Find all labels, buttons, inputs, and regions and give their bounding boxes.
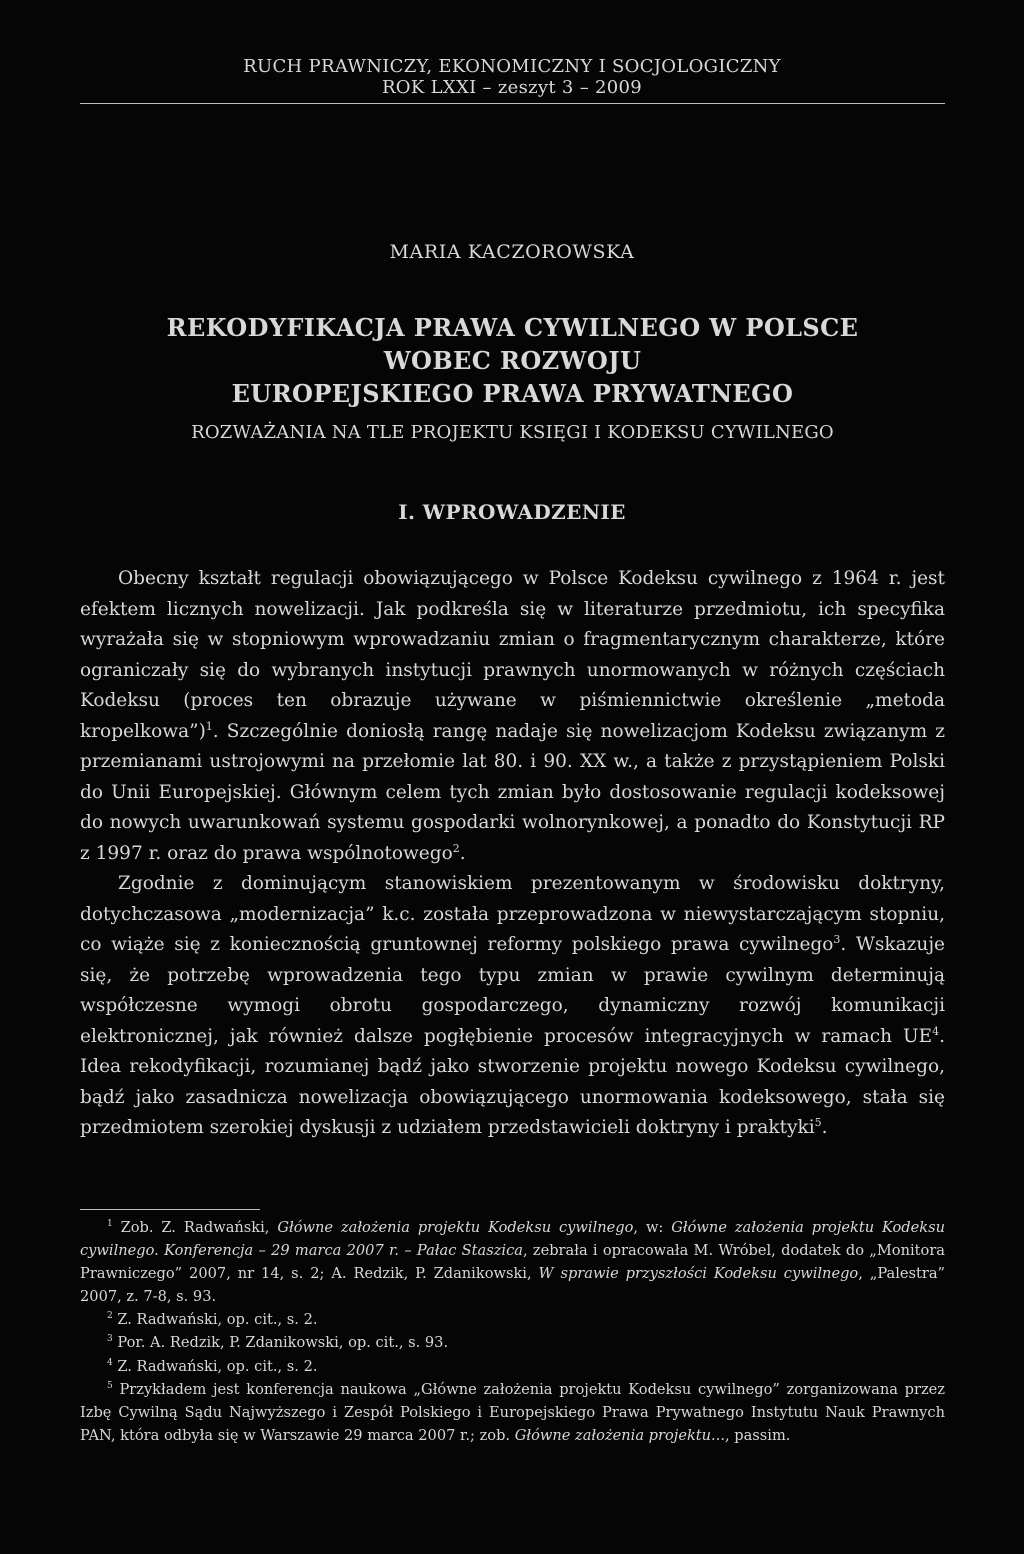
- footnotes: [80, 1216, 945, 1447]
- paragraph-2-text-b: . Wskazuje się, że potrzebę wprowadzenia tego typu zmian w prawie cywilnym determinują współczesne wymogi obrotu gospodarczego, dynamiczny rozwój komunikacji elektronicznej, jak również dalsze pogłębienie procesów integracyjnych w ramach UE: [80, 934, 946, 1047]
- paragraph-2-text-c: . Idea rekodyfikacji, rozumianej bądź jako stworzenie projektu nowego Kodeksu cywilnego, bądź jako zasadnicza nowelizacja obowiązującego unormowania kodeksowego, stała się przedmiotem szerokiej dyskusji z udziałem przedstawicieli doktryny i praktyki: [80, 1025, 945, 1138]
- paragraph-2-text-a: Zgodnie z dominującym stanowiskiem prezentowanym w środowisku doktryny, dotychczasowa „modernizacja” k.c. została przeprowadzona w niewystarczającym stopniu, co wiąże się z koniecznością gruntownej reformy polskiego prawa cywilnego: [80, 873, 945, 955]
- footnote-1-text-b: , w:: [633, 1219, 672, 1236]
- footnote-4-text: Z. Radwański, op. cit., s. 2.: [112, 1357, 318, 1375]
- footnote-4: [80, 1355, 945, 1378]
- footnote-5-text-b: , passim.: [724, 1426, 791, 1444]
- paragraph-1: [80, 564, 945, 869]
- footnote-2-text: Z. Radwański, op. cit., s. 2.: [112, 1311, 318, 1329]
- footnote-1-italic-b: Główne założenia projektu Kodeksu cywilnego. Konferencja – 29 marca 2007 r. – Pałac Staszica: [80, 1219, 946, 1260]
- section-heading: I. WPROWADZENIE: [398, 500, 626, 524]
- footnote-3: [80, 1331, 945, 1354]
- footnote-3-text: Por. A. Redzik, P. Zdanikowski, op. cit., s. 93.: [112, 1334, 449, 1352]
- footnote-5: [80, 1378, 945, 1447]
- paragraph-1-text-a: Obecny kształt regulacji obowiązującego w Polsce Kodeksu cywilnego z 1964 r. jest efektem licznych nowelizacji. Jak podkreśla się w literaturze przedmiotu, ich specyfika wyrażała się w stopniowym wprowadzaniu zmian o fragmentarycznym charakterze, które ograniczały się do wybranych instytucji prawnych unormowanych w różnych częściach Kodeksu (proces ten obrazuje używane w piśmiennictwie określenie „metoda kropelkowa”): [80, 568, 945, 742]
- footnote-1-italic-c: W sprawie przyszłości Kodeksu cywilnego: [538, 1265, 859, 1283]
- journal-name: RUCH PRAWNICZY, EKONOMICZNY I SOCJOLOGICZNY: [243, 56, 781, 77]
- footnote-5-italic-a: Główne założenia projektu...: [514, 1426, 725, 1444]
- footnote-number: 5: [107, 1380, 113, 1391]
- paragraph-1-text-b: . Szczególnie doniosłą rangę nadaje się nowelizacjom Kodeksu związanym z przemianami ustrojowymi na przełomie lat 80. i 90. XX w., a także z przystąpieniem Polski do Unii Europejskiej. Głównym celem tych zmian było dostosowanie regulacji kodeksowej do nowych uwarunkowań systemu gospodarki wolnorynkowej, a ponadto do Konstytucji RP z 1997 r. oraz do prawa wspólnotowego: [80, 720, 945, 864]
- footnote-rule: [80, 1209, 260, 1210]
- footnote-number: 1: [107, 1219, 113, 1230]
- journal-issue: ROK LXXI – zeszyt 3 – 2009: [381, 77, 643, 98]
- footnote-2: [80, 1308, 945, 1331]
- title-line-1: REKODYFIKACJA PRAWA CYWILNEGO W POLSCE: [166, 313, 859, 342]
- paragraph-2: [80, 869, 945, 1144]
- footnote-5-text-a: Przykładem jest konferencja naukowa „Główne założenia projektu Kodeksu cywilnego” zorganizowana przez Izbę Cywilną Sądu Najwyższego i Zespół Polskiego i Europejskiego Prawa Prywatnego Instytutu Nauk Prawnych PAN, która odbyła się w Warszawie 29 marca 2007 r.; zob.: [80, 1380, 945, 1444]
- article-title: [80, 311, 945, 410]
- footnote-1: [80, 1216, 945, 1308]
- footnote-number: 2: [107, 1311, 113, 1322]
- title-line-3: EUROPEJSKIEGO PRAWA PRYWATNEGO: [231, 379, 794, 408]
- journal-header: [0, 56, 1024, 98]
- footnote-ref-4[interactable]: 4: [932, 1024, 940, 1038]
- footnote-ref-5[interactable]: 5: [814, 1115, 822, 1129]
- footnote-ref-2[interactable]: 2: [452, 841, 460, 855]
- paragraph-1-text-c: .: [459, 842, 466, 864]
- footnote-1-text-c: , zebrała i opracowała M. Wróbel, dodatek do „Monitora Prawniczego” 2007, nr 14, s. 2; A. Redzik, P. Zdanikowski,: [80, 1242, 945, 1283]
- header-rule: [80, 103, 945, 104]
- article-subtitle: ROZWAŻANIA NA TLE PROJEKTU KSIĘGI I KODEKSU CYWILNEGO: [191, 422, 834, 443]
- body-text: [80, 564, 945, 1144]
- footnote-number: 3: [107, 1334, 113, 1345]
- author-name: MARIA KACZOROWSKA: [389, 241, 635, 263]
- footnote-ref-1[interactable]: 1: [205, 719, 213, 733]
- title-line-2: WOBEC ROZWOJU: [383, 346, 642, 375]
- footnote-1-italic-a: Główne założenia projektu Kodeksu cywilnego: [277, 1219, 634, 1236]
- footnote-1-text-d: , „Palestra” 2007, z. 7-8, s. 93.: [80, 1265, 945, 1306]
- footnote-number: 4: [107, 1357, 113, 1368]
- footnote-1-text-a: Zob. Z. Radwański,: [112, 1219, 278, 1236]
- paragraph-2-text-d: .: [821, 1117, 828, 1138]
- footnote-ref-3[interactable]: 3: [833, 932, 841, 946]
